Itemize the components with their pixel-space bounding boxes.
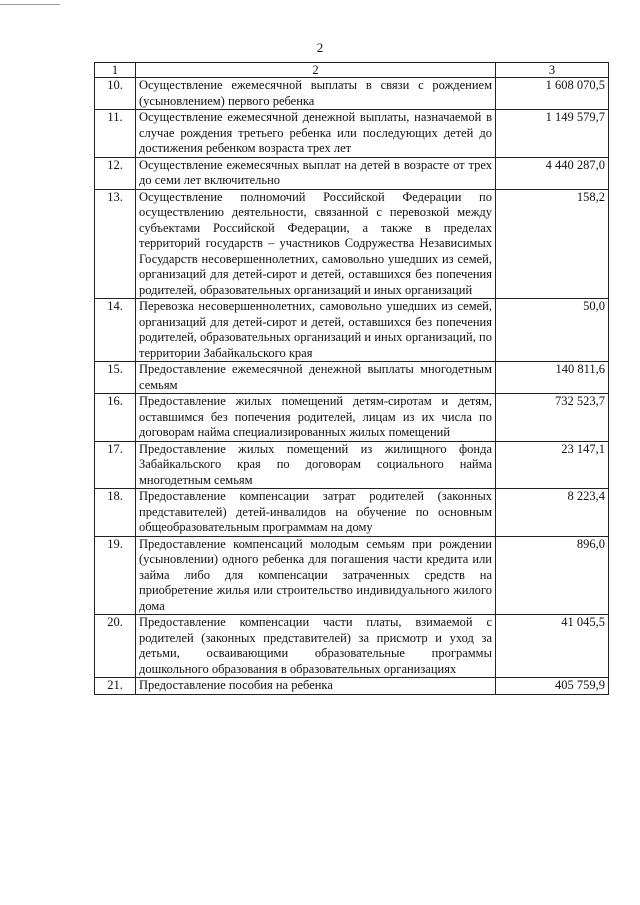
row-amount: 140 811,6 [496,362,609,394]
row-amount: 1 608 070,5 [496,78,609,110]
row-number: 18. [95,489,136,537]
row-amount: 4 440 287,0 [496,157,609,189]
table-row [95,78,609,110]
row-description: Осуществление ежемесячной денежной выплаты, назначаемой в случае рождения третьего ребенка или последующих детей до достижения ребенком возраста трех лет [136,110,496,158]
row-number: 19. [95,536,136,615]
header-col-2: 2 [136,63,496,78]
row-description: Предоставление жилых помещений детям-сиротам и детям, оставшимся без попечения родителей, лицам из их числа по договорам найма специализированных жилых помещений [136,394,496,442]
row-description: Перевозка несовершеннолетних, самовольно ушедших из семей, организаций для детей-сирот и детей, оставшихся без попечения родителей, образовательных организаций и иных организаций, по территории Забайкальского края [136,299,496,362]
row-description: Осуществление ежемесячных выплат на детей в возрасте от трех до семи лет включительно [136,157,496,189]
row-description: Предоставление компенсаций молодым семьям при рождении (усыновлении) одного ребенка для погашения части кредита или займа либо для компенсации затраченных средств на приобретение жилья или строительство индивидуального жилого дома [136,536,496,615]
table-row [95,110,609,158]
row-number: 14. [95,299,136,362]
row-amount: 41 045,5 [496,615,609,678]
scan-edge-mark [0,4,60,5]
row-number: 12. [95,157,136,189]
row-number: 16. [95,394,136,442]
table-row [95,678,609,695]
row-amount: 8 223,4 [496,489,609,537]
row-number: 21. [95,678,136,695]
row-number: 10. [95,78,136,110]
table-row [95,394,609,442]
table-row [95,615,609,678]
row-description: Предоставление ежемесячной денежной выплаты многодетным семьям [136,362,496,394]
row-description: Осуществление ежемесячной выплаты в связи с рождением (усыновлением) первого ребенка [136,78,496,110]
row-number: 20. [95,615,136,678]
table-header-row [95,63,609,78]
table-row [95,441,609,489]
row-amount: 50,0 [496,299,609,362]
budget-table [94,62,609,695]
row-amount: 1 149 579,7 [496,110,609,158]
row-description: Предоставление компенсации части платы, взимаемой с родителей (законных представителей) за присмотр и уход за детьми, осваивающими образовательные программы дошкольного образования в образовательных организациях [136,615,496,678]
row-number: 17. [95,441,136,489]
row-amount: 732 523,7 [496,394,609,442]
table-row [95,189,609,299]
row-description: Предоставление компенсации затрат родителей (законных представителей) детей-инвалидов на обучение по основным общеобразовательным программам на дому [136,489,496,537]
table-row [95,536,609,615]
row-amount: 405 759,9 [496,678,609,695]
table-row [95,299,609,362]
row-description: Предоставление пособия на ребенка [136,678,496,695]
table-row [95,489,609,537]
row-number: 13. [95,189,136,299]
page-number: 2 [316,40,324,55]
row-number: 11. [95,110,136,158]
table-row [95,157,609,189]
header-col-1: 1 [95,63,136,78]
row-description: Осуществление полномочий Российской Федерации по осуществлению деятельности, связанной с перевозкой между субъектами Российской Федерации, а также в пределах территорий государств – участников Содружества Независимых Государств несовершеннолетних, самовольно ушедших из семей, организаций для детей-сирот и детей, оставшихся без попечения родителей, образовательных организаций и иных организаций [136,189,496,299]
row-amount: 23 147,1 [496,441,609,489]
table-row [95,362,609,394]
row-amount: 158,2 [496,189,609,299]
header-col-3: 3 [496,63,609,78]
row-amount: 896,0 [496,536,609,615]
row-number: 15. [95,362,136,394]
row-description: Предоставление жилых помещений из жилищного фонда Забайкальского края по договорам социального найма многодетным семьям [136,441,496,489]
